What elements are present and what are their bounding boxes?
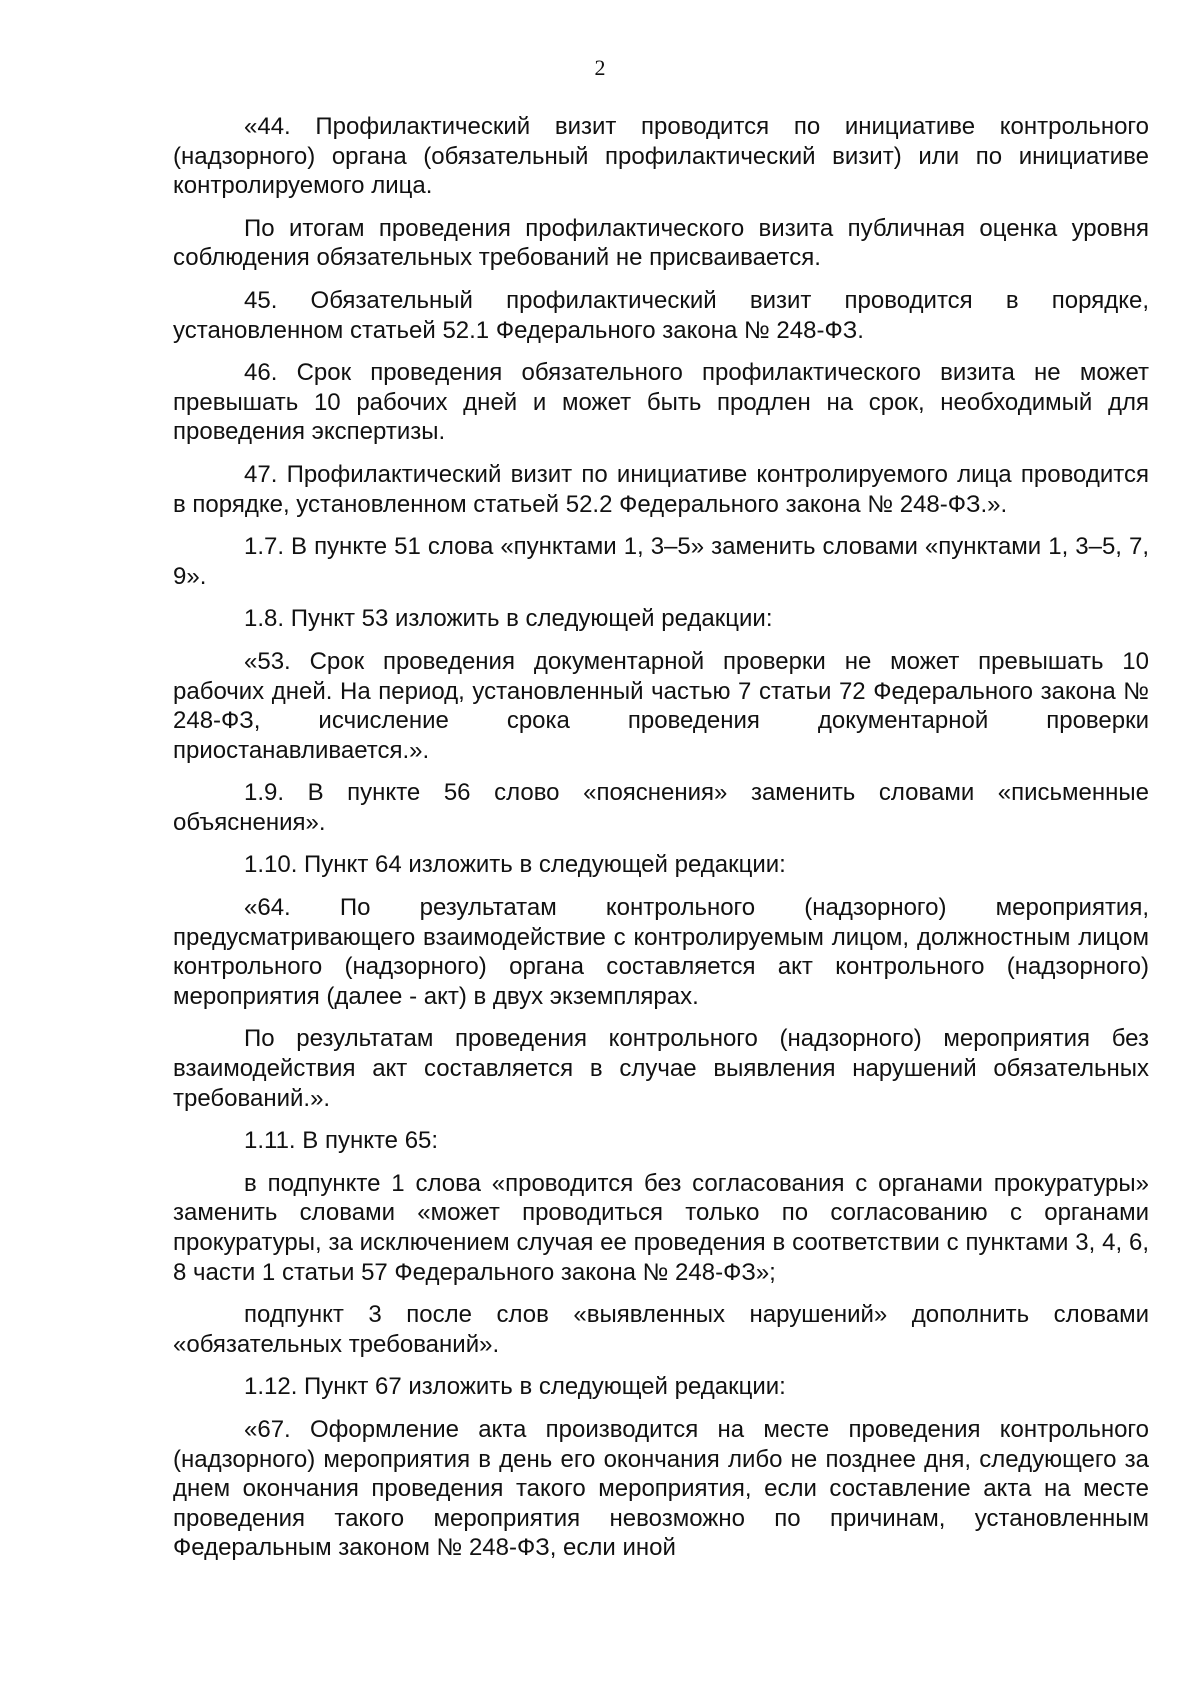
paragraph-1-11: 1.11. В пункте 65: [244, 1127, 439, 1155]
paragraph-1-10: 1.10. Пункт 64 изложить в следующей редакции: [244, 851, 786, 879]
paragraph-65-subitem-1: в подпункте 1 слова «проводится без согласования с органами прокуратуры» заменить словами «может проводиться только по согласованию с органами прокуратуры, за исключением случая ее проведения в соответствии с пунктами 3, 4, 6, 8 части 1 статьи 57 Федерального закона № 248-ФЗ»; [173, 1169, 1149, 1286]
paragraph-53: «53. Срок проведения документарной проверки не может превышать 10 рабочих дней. На период, установленный частью 7 статьи 72 Федерального закона № 248-ФЗ, исчисление срока проведения документарной проверки приостанавливается.». [173, 647, 1149, 764]
paragraph-47: 47. Профилактический визит по инициативе контролируемого лица проводится в порядке, установленном статьей 52.2 Федерального закона № 248-ФЗ.». [173, 460, 1149, 518]
paragraph-67: «67. Оформление акта производится на месте проведения контрольного (надзорного) мероприятия в день его окончания либо не позднее дня, следующего за днем окончания проведения такого мероприятия, если составление акта на месте проведения такого мероприятия невозможно по причинам, установленным Федеральным законом № 248-ФЗ, если иной [173, 1415, 1149, 1562]
paragraph-1-12: 1.12. Пункт 67 изложить в следующей редакции: [244, 1373, 786, 1401]
paragraph-64-without-interaction: По результатам проведения контрольного (надзорного) мероприятия без взаимодействия акт составляется в случае выявления нарушений обязательных требований.». [173, 1025, 1149, 1112]
page-number: 2 [594, 55, 606, 80]
paragraph-65-subitem-3: подпункт 3 после слов «выявленных нарушений» дополнить словами «обязательных требований». [173, 1301, 1149, 1358]
paragraph-46: 46. Срок проведения обязательного профилактического визита не может превышать 10 рабочих дней и может быть продлен на срок, необходимый для проведения экспертизы. [173, 359, 1149, 446]
paragraph-1-8: 1.8. Пункт 53 изложить в следующей редакции: [244, 605, 773, 633]
paragraph-1-9: 1.9. В пункте 56 слово «пояснения» заменить словами «письменные объяснения». [173, 779, 1149, 836]
paragraph-64: «64. По результатам контрольного (надзорного) мероприятия, предусматривающего взаимодействие с контролируемым лицом, должностным лицом контрольного (надзорного) органа составляется акт контрольного (надзорного) мероприятия (далее - акт) в двух экземплярах. [173, 894, 1149, 1010]
document-body [173, 112, 1149, 1571]
paragraph-44-assessment: По итогам проведения профилактического визита публичная оценка уровня соблюдения обязательных требований не присваивается. [173, 214, 1149, 272]
paragraph-44: «44. Профилактический визит проводится по инициативе контрольного (надзорного) органа (обязательный профилактический визит) или по инициативе контролируемого лица. [173, 113, 1149, 200]
paragraph-45: 45. Обязательный профилактический визит проводится в порядке, установленном статьей 52.1 Федерального закона № 248-ФЗ. [173, 286, 1149, 344]
paragraph-1-7: 1.7. В пункте 51 слова «пунктами 1, 3–5» заменить словами «пунктами 1, 3–5, 7, 9». [173, 533, 1149, 590]
